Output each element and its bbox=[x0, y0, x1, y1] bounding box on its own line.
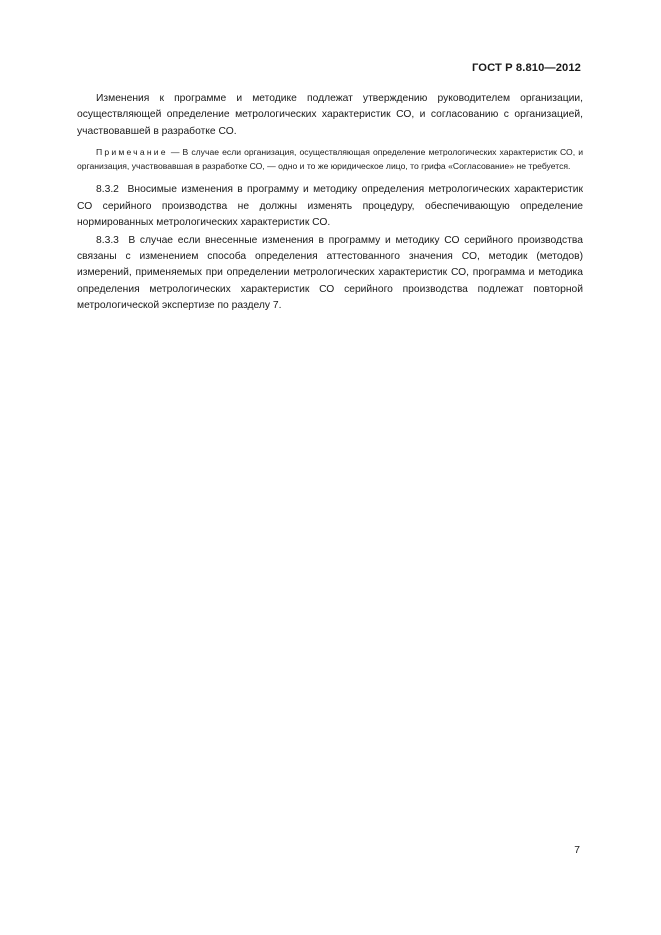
paragraph-8-3-2 bbox=[77, 182, 583, 231]
paragraph-changes-approval bbox=[77, 91, 583, 140]
note-block bbox=[77, 146, 583, 173]
paragraph-8-3-3 bbox=[77, 233, 583, 315]
paragraph-changes-approval-text: Изменения к программе и методике подлежат утверждению руководителем организации, осуществляющей определение метрологических характеристик СО, и согласованию с организацией, участвовавшей в разработке СО. bbox=[77, 93, 583, 137]
note-label: Примечание bbox=[96, 147, 168, 158]
paragraph-8-3-2-text: Вносимые изменения в программу и методику определения метрологических характеристик СО серийного производства не должны изменять процедуру, обеспечивающую определение нормированных метрологических характеристик СО. bbox=[77, 184, 583, 229]
page-number: 7 bbox=[574, 845, 580, 856]
paragraph-8-3-3-text: В случае если внесенные изменения в программу и методику СО серийного производства связаны с изменением способа определения аттестованного значения СО, методик (методов) измерений, применяемых при определении метрологических характеристик СО, программа и методика определения метрологических характеристик СО серийного производства подлежат повторной метрологической экспертизе по разделу 7. bbox=[77, 234, 583, 312]
clause-number-8-3-2: 8.3.2 bbox=[96, 184, 119, 196]
document-code-header: ГОСТ Р 8.810—2012 bbox=[472, 62, 581, 74]
note-text: — В случае если организация, осуществляющая определение метрологических характеристик СО, и организация, участвовавшая в разработке СО, — одно и то же юридическое лицо, то грифа «Согласование» не требуется. bbox=[77, 147, 583, 171]
clause-number-8-3-3: 8.3.3 bbox=[96, 234, 119, 246]
document-body bbox=[77, 91, 583, 315]
